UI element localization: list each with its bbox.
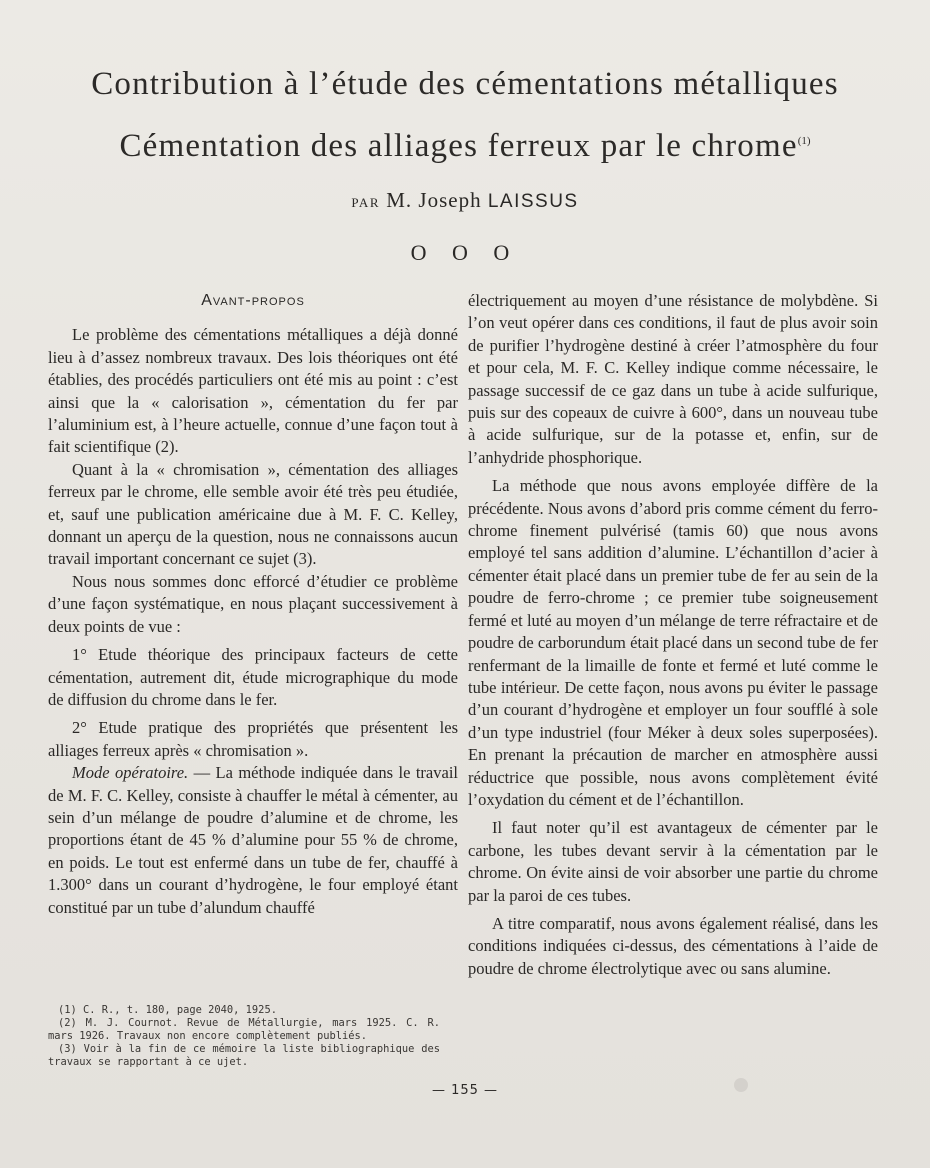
paragraph: Nous nous sommes donc efforcé d’étudier ce problème d’une façon systématique, en nous plaçant successivement à deux points de vue :: [48, 571, 458, 636]
title-line-2: [0, 128, 930, 165]
title-line-1: Contribution à l’étude des cémentations métalliques: [91, 66, 839, 102]
footnote: (2) M. J. Cournot. Revue de Métallurgie, mars 1925. C. R. mars 1926. Travaux non encore complètement publiés.: [48, 1017, 440, 1042]
paragraph: Il faut noter qu’il est avantageux de cémenter par le carbone, les tubes devant servir à la cémentation par le chrome. On évite ainsi de voir absorber une partie du chrome par la paroi de ces tubes.: [468, 818, 878, 905]
mode-operatoire-text: — La méthode indiquée dans le travail de M. F. C. Kelley, consiste à chauffer le métal à cémenter, au sein d’un mélange de poudre d’alumine et de chrome, les proportions étant de 45 % d’alumine pour 55 % de chrome, en poids. Le tout est enfermé dans un tube de fer, chauffé à 1.300° dans un courant d’hydrogène, le four employé étant constitué par un tube d’alundum chauffé: [48, 763, 458, 917]
mode-operatoire-label: Mode opératoire.: [72, 763, 189, 783]
byline-author: M. Joseph: [386, 188, 482, 212]
byline-surname: LAISSUS: [487, 191, 579, 212]
byline: [0, 188, 930, 213]
footnote: (3) Voir à la fin de ce mémoire la liste bibliographique des travaux se rapportant à ce ujet.: [48, 1043, 440, 1068]
paragraph: Le problème des cémentations métalliques a déjà donné lieu à d’assez nombreux travaux. Des lois théoriques ont été établies, des procédés particuliers ont été mis au point : c’est ainsi que la « calorisation », cémentation du fer par l’aluminium est, à l’heure actuelle, connue d’une façon tout à fait scientifique (2).: [48, 325, 458, 457]
paragraph: 1° Etude théorique des principaux facteurs de cette cémentation, autrement dit, étude micrographique du mode de diffusion du chrome dans le fer.: [48, 645, 458, 709]
paragraph-mode-operatoire: [48, 762, 458, 919]
paragraph: A titre comparatif, nous avons également réalisé, dans les conditions indiquées ci-dessus, des cémentations à l’aide de poudre de chrome électrolytique avec ou sans alumine.: [468, 913, 878, 978]
title-line-2-text: Cémentation des alliages ferreux par le chrome: [119, 128, 798, 164]
paragraph: Quant à la « chromisation », cémentation des alliages ferreux par le chrome, elle semble avoir été très peu étudiée, et, sauf une publication américaine due à M. F. C. Kelley, donnant un aperçu de la question, nous ne connaissons aucun travail important concernant ce sujet (3).: [48, 459, 458, 569]
paragraph: électriquement au moyen d’une résistance de molybdène. Si l’on veut opérer dans ces conditions, il faut de plus avoir soin de purifier l’hydrogène destiné à créer l’atmosphère du four et pour cela, M. F. C. Kelley indique comme nécessaire, le passage successif de ce gaz dans un tube à acide sulfurique, puis sur des copeaux de cuivre à 600°, dans un nouveau tube à acide sulfurique, sur de la potasse et, enfin, sur de l’anhydride phosphorique.: [468, 291, 878, 467]
left-column: [48, 290, 458, 919]
right-column: [468, 290, 878, 980]
section-ornament: O O O: [410, 240, 520, 265]
footnotes: [48, 1004, 440, 1069]
title-footnote-marker: (1): [797, 135, 811, 147]
paragraph: 2° Etude pratique des propriétés que présentent les alliages ferreux après « chromisation ».: [48, 718, 458, 760]
paper-stain: [734, 1078, 748, 1092]
page-number: — 155 —: [431, 1083, 499, 1098]
byline-par: PAR: [351, 195, 380, 210]
footnote: (1) C. R., t. 180, page 2040, 1925.: [58, 1004, 277, 1016]
section-heading: Avant-propos: [201, 292, 305, 309]
paragraph: La méthode que nous avons employée diffère de la précédente. Nous avons d’abord pris comme cément du ferro-chrome finement pulvérisé (tamis 60) que nous avons employé tel sans addition d’alumine. L’échantillon d’acier à cémenter était placé dans un premier tube de fer au sein de la poudre de ferro-chrome ; ce premier tube soigneusement fermé et luté au moyen d’un mélange de terre réfractaire et de poudre de carborundum était placé dans un second tube de fer renfermant de la limaille de fonte et fermé et luté comme le tube intérieur. De cette façon, nous avons pu éviter le passage d’un courant d’hydrogène et employer un four soufflé à sole d’un type industriel (four Méker à deux soles superposées). En prenant la précaution de marcher en atmosphère aussi réductrice que possible, nous avons complètement évité l’oxydation du cément et de l’échantillon.: [468, 476, 878, 809]
